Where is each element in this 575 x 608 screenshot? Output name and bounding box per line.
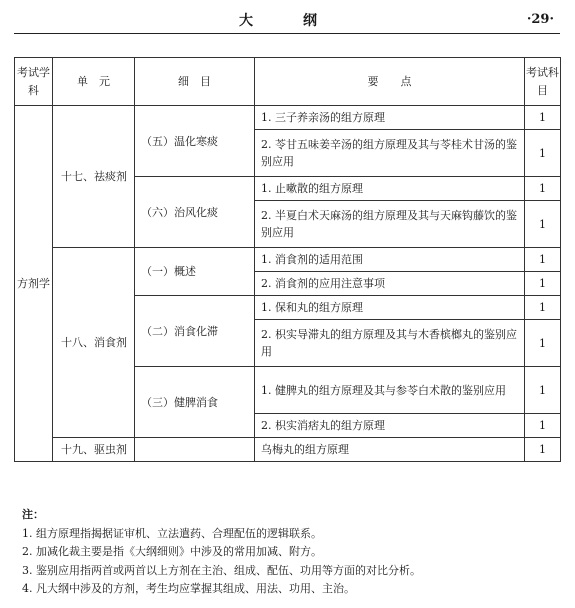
notes-section [22,506,562,599]
level-cell: 1 [525,320,561,367]
header-point: 要 点 [255,58,525,106]
header-title: 大 纲 [239,13,335,29]
point-cell: 2. 苓甘五味姜辛汤的组方原理及其与苓桂术甘汤的鉴别应用 [255,130,525,177]
point-cell: 乌梅丸的组方原理 [255,438,525,462]
subject-cell: 方剂学 [15,106,53,462]
page-header [14,6,560,34]
item-cell [135,438,255,462]
level-cell: 1 [525,367,561,414]
level-cell: 1 [525,201,561,248]
item-cell: （六）治风化痰 [135,177,255,248]
header-subject: 考试学科 [15,58,53,106]
header-level: 考试科目 [525,58,561,106]
point-cell: 1. 止嗽散的组方原理 [255,177,525,201]
point-cell: 1. 消食剂的适用范围 [255,248,525,272]
header-item: 细 目 [135,58,255,106]
point-cell: 2. 消食剂的应用注意事项 [255,272,525,296]
level-cell: 1 [525,438,561,462]
item-cell: （二）消食化滞 [135,296,255,367]
level-cell: 1 [525,272,561,296]
point-cell: 1. 保和丸的组方原理 [255,296,525,320]
item-cell: （一）概述 [135,248,255,296]
note-item: 4. 凡大纲中涉及的方剂，考生均应掌握其组成、用法、功用、主治。 [22,582,355,595]
table-row [15,248,561,272]
point-cell: 2. 半夏白术天麻汤的组方原理及其与天麻钩藤饮的鉴别应用 [255,201,525,248]
point-cell: 1. 三子养亲汤的组方原理 [255,106,525,130]
table-header-row [15,58,561,106]
note-item: 2. 加减化裁主要是指《大纲细则》中涉及的常用加减、附方。 [22,545,322,558]
table-row [15,438,561,462]
point-cell: 1. 健脾丸的组方原理及其与参苓白术散的鉴别应用 [255,367,525,414]
unit-cell: 十八、消食剂 [53,248,135,438]
item-cell: （五）温化寒痰 [135,106,255,177]
point-cell: 2. 枳实导滞丸的组方原理及其与木香槟榔丸的鉴别应用 [255,320,525,367]
page-number: ·29· [526,12,554,27]
unit-cell: 十七、祛痰剂 [53,106,135,248]
table-row [15,106,561,130]
header-unit: 单 元 [53,58,135,106]
note-item: 3. 鉴别应用指两首或两首以上方剂在主治、组成、配伍、功用等方面的对比分析。 [22,563,421,577]
level-cell: 1 [525,296,561,320]
level-cell: 1 [525,106,561,130]
level-cell: 1 [525,414,561,438]
level-cell: 1 [525,248,561,272]
level-cell: 1 [525,177,561,201]
notes-title: 注： [22,508,44,521]
item-cell: （三）健脾消食 [135,367,255,438]
unit-cell: 十九、驱虫剂 [53,438,135,462]
point-cell: 2. 枳实消痞丸的组方原理 [255,414,525,438]
note-item: 1. 组方原理指揭据证审机、立法遣药、合理配伍的逻辑联系。 [22,526,322,540]
syllabus-table [14,57,561,462]
level-cell: 1 [525,130,561,177]
